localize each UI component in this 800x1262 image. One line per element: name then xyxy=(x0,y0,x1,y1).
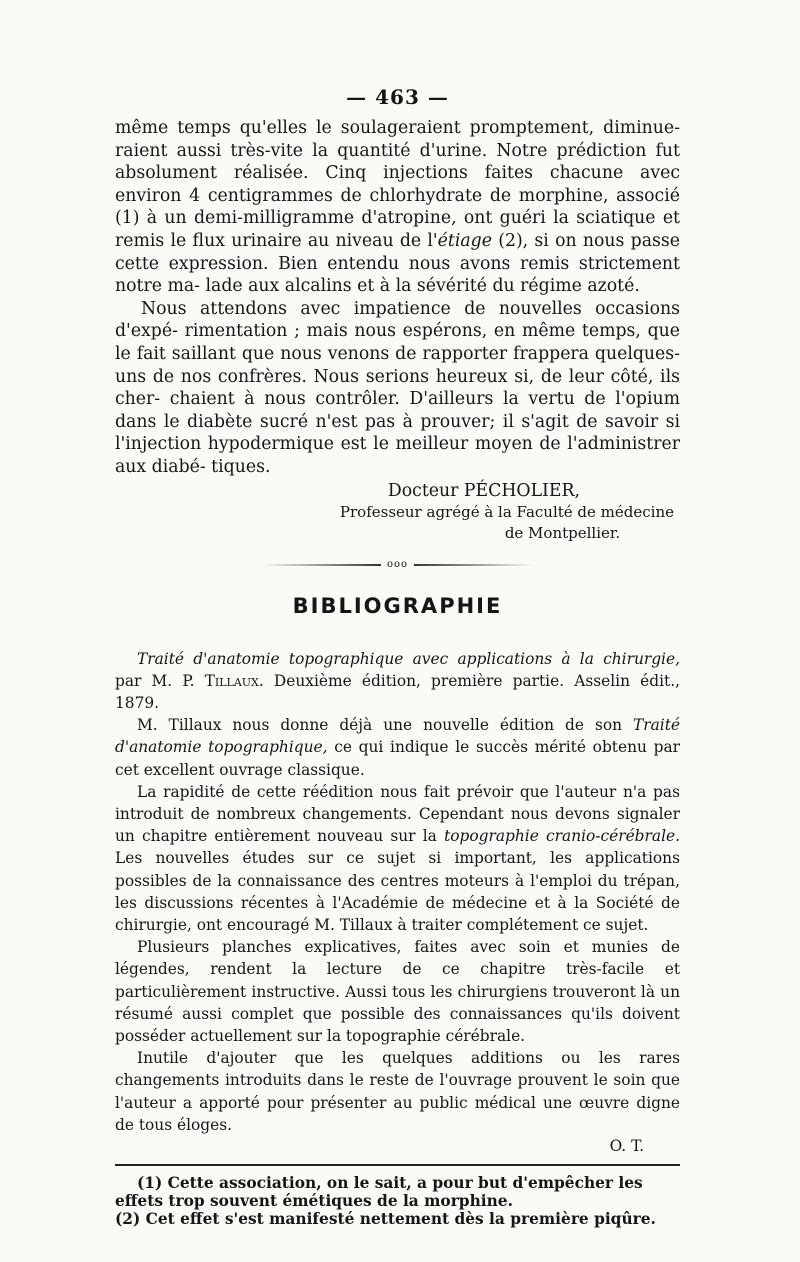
text-line: même temps qu'elles le soulageraient promptement, diminue- xyxy=(115,118,680,138)
ornament-glyph: ooo xyxy=(386,559,409,570)
text-line: demi-milligramme d'atropine, ont guéri la sciatique et remis le xyxy=(115,208,680,251)
italic-term: topographie cranio-cérébrale. xyxy=(444,827,680,846)
footnote: (2) Cet effet s'est manifesté nettement dès la première piqûre. xyxy=(115,1209,656,1228)
text-line: lade aux alcalins et à la sévérité du régime azoté. xyxy=(205,276,640,297)
italic-term: étiage xyxy=(437,230,492,251)
citation-text: par M. P. xyxy=(115,671,205,690)
citation xyxy=(115,648,680,715)
paragraph xyxy=(115,781,680,936)
text-line: (2), si on nous passe cette xyxy=(115,230,680,274)
citation-text: . Deuxième édition, première partie. Asselin édit., 1879. xyxy=(115,671,681,712)
ornament-rule xyxy=(414,564,534,566)
paragraph: Plusieurs planches explicatives, faites avec soin et munies de légendes, rendent la lecture de ce chapitre très-facile et particulièrement instructive. Aussi tous les chirurgiens trouveront là un résumé aussi complet que possible des connaissances qu'ils doivent posséder actuellement sur la topographie cérébrale. xyxy=(115,938,680,1045)
paragraph xyxy=(115,117,680,298)
section-heading: BIBLIOGRAPHIE xyxy=(292,593,503,618)
text-line: absolument réalisée. Cinq injections faites chacune avec environ xyxy=(115,163,680,206)
author-name: Docteur PÉCHOLIER, xyxy=(387,480,580,501)
footnotes xyxy=(115,1174,680,1228)
text: ce qui indique le succès mérité obtenu par cet excellent ouvrage classique. xyxy=(115,738,680,779)
text-line: flux urinaire au niveau de l' xyxy=(192,230,438,251)
text: M. Tillaux nous donne déjà une nouvelle édition de son xyxy=(137,716,633,735)
article-body xyxy=(115,117,680,479)
paragraph: Nous attendons avec impatience de nouvelles occasions d'expé- rimentation ; mais nous espérons, en même temps, que le fait saillant que nous venons de rapporter frappera quelques-uns de nos confrères. Nous serions heureux si, de leur côté, ils cher- chaient à nous contrôler. D'ailleurs la vertu de l'opium dans le diabète sucré n'est pas à prouver; il s'agit de savoir si l'injection hypodermique est le meilleur moyen de l'administrer aux diabé- tiques. xyxy=(115,298,680,477)
citation-title: Traité d'anatomie topographique avec applications à la chirurgie, xyxy=(137,649,680,668)
signature-block xyxy=(115,481,680,544)
reviewer-initials: O. T. xyxy=(609,1136,644,1155)
text-line: 4 centigrammes de chlorhydrate de morphine, associé (1) à un xyxy=(115,185,680,229)
paragraph xyxy=(115,714,680,781)
footnote-divider xyxy=(115,1164,680,1166)
italic-title: Traité d'anatomie topographique, xyxy=(115,716,680,757)
text-line: raient aussi très-vite la quantité d'urine. Notre prédiction fut xyxy=(115,140,680,161)
text: La rapidité de cette réédition nous fait prévoir que l'auteur n'a pas introduit de nombreux changements. Cependant nous devons signaler un chapitre entièrement nouveau sur la xyxy=(115,782,680,846)
section-ornament xyxy=(115,560,680,570)
text: Les nouvelles études sur ce sujet si important, les applications possibles de la connaissance des centres moteurs à l'emploi du trépan, les discussions récentes à l'Académie de médecine et à la Société de chirurgie, ont encouragé M. Tillaux à traiter complétement ce sujet. xyxy=(115,849,680,934)
page xyxy=(115,85,680,1228)
page-number: — 463 — xyxy=(346,85,449,109)
author-affiliation-city: de Montpellier. xyxy=(504,523,621,542)
paragraph: Inutile d'ajouter que les quelques additions ou les rares changements introduits dans le reste de l'ouvrage prouvent le soin que l'auteur a apporté pour présenter au public médical une œuvre digne de tous éloges. xyxy=(115,1049,680,1134)
citation-author: Tillaux xyxy=(204,671,259,690)
text-line: expression. Bien entendu nous avons remis strictement notre ma- xyxy=(115,253,680,297)
bibliography-body xyxy=(115,648,680,1136)
author-affiliation: Professeur agrégé à la Faculté de médecine xyxy=(339,502,674,521)
footnote: (1) Cette association, on le sait, a pour but d'empêcher les effets trop souvent émétiques de la morphine. xyxy=(115,1173,643,1210)
ornament-rule xyxy=(261,564,381,566)
